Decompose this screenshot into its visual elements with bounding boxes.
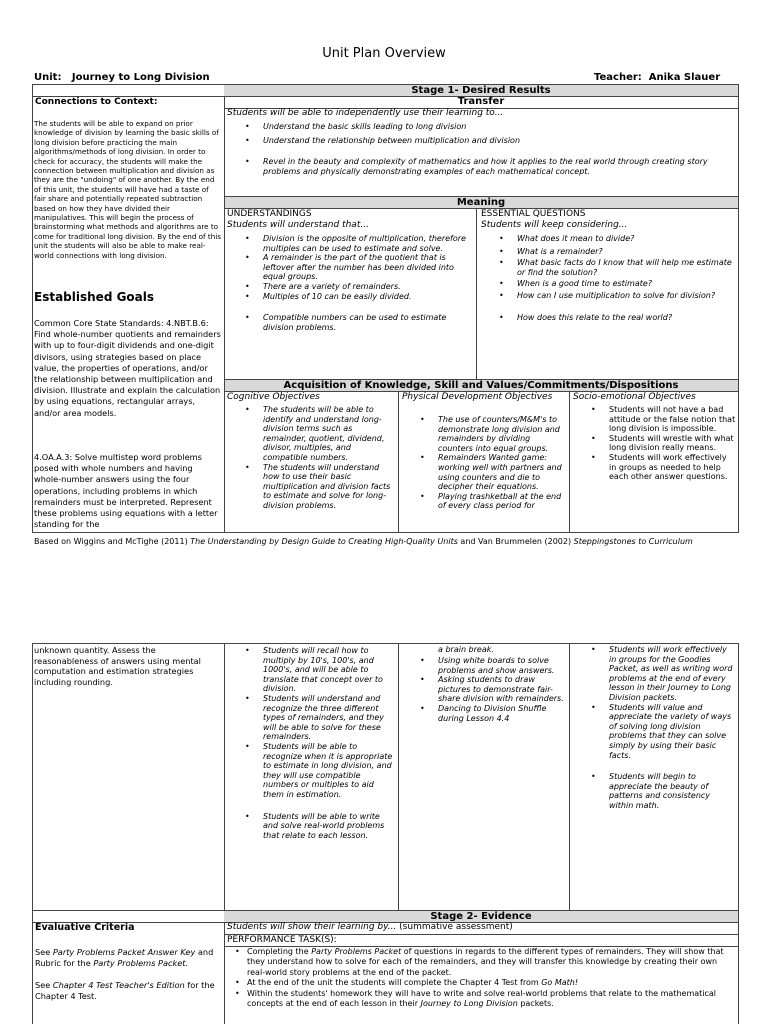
eval-text-2: [35, 980, 221, 1001]
phys-heading: Physical Development Objectives: [402, 392, 553, 402]
evidence-intro-suffix: (summative assessment): [396, 922, 513, 932]
cog-list-cont: [227, 646, 395, 840]
teacher-name: Anika Slauer: [648, 72, 721, 83]
teacher-line: [594, 72, 720, 83]
connections-heading: Connections to Context:: [35, 97, 158, 107]
eval-text: See: [35, 947, 53, 957]
goals-text-1: Common Core State Standards: 4.NBT.B.6: Find whole-number quotients and remainders with up to four-digit dividends and one-digit divisors, using strategies based on place value, the properties of operations, and/or the relationship between multiplication and division. Illustrate and explain the calculation by using equations, rectangular arrays, and/or area models.: [34, 318, 221, 418]
understanding-item: • There are a variety of remainders.: [227, 282, 474, 292]
socio-item: • Students will wrestle with what long division really means.: [573, 434, 736, 453]
eq-heading: ESSENTIAL QUESTIONS: [481, 209, 586, 219]
stage1-heading: Stage 1- Desired Results: [411, 85, 551, 96]
phys-item: • Using white boards to solve problems and show answers.: [402, 656, 567, 675]
cog-item: • Students will understand and recognize the three different types of remainders, and they will be able to solve for these remainders.: [227, 694, 395, 742]
evidence-intro-text: Students will show their learning by...: [227, 922, 397, 932]
understandings-list: [227, 234, 474, 332]
stage2-heading: Stage 2- Evidence: [430, 911, 532, 922]
phys-list-cont: [402, 656, 567, 723]
socio-heading: Socio-emotional Objectives: [573, 392, 696, 402]
eval-text: See: [35, 980, 53, 990]
perf-text: Completing the: [247, 947, 312, 956]
eval-text: Party Problems Packet Answer Key: [52, 947, 196, 957]
understandings-heading: UNDERSTANDINGS: [227, 209, 312, 219]
perf-text: Party Problems Packet: [311, 947, 402, 956]
cog-item: • The students will understand how to use their basic multiplication and division facts to estimate and solve for long-division problems.: [227, 463, 395, 511]
eval-text: and Rubric for the: [35, 947, 214, 968]
cog-item: • Students will be able to write and solve real-world problems that relate to each lesson.: [227, 812, 395, 841]
acq-heading: Acquisition of Knowledge, Skill and Values/Commitments/Dispositions: [283, 380, 679, 391]
phys-item: • Dancing to Division Shuffle during Lesson 4.4: [402, 704, 567, 723]
eq-item: • What basic facts do I know that will help me estimate or find the solution?: [481, 258, 735, 277]
eq-intro: Students will keep considering...: [481, 220, 628, 230]
cog-list: [227, 405, 395, 511]
goals-text-2: 4.OA.A.3: Solve multistep word problems posed with whole numbers and having whole-number answers using the four operations, including problems in which remainders must be interpreted. Represent these problems using equations with a letter standing for the: [34, 452, 218, 530]
unit-name: Journey to Long Division: [71, 72, 210, 83]
eval-text-1: [35, 947, 221, 968]
eq-item: • What is a remainder?: [481, 247, 735, 257]
eval-text: Chapter 4 Test Teacher's Edition: [52, 980, 185, 990]
transfer-item: • Understand the basic skills leading to long division: [227, 122, 732, 132]
eval-heading: Evaluative Criteria: [35, 922, 135, 933]
phys-item-cont: a brain break.: [438, 645, 494, 654]
page-title: Unit Plan Overview: [322, 46, 446, 61]
understandings-intro: Students will understand that...: [227, 220, 369, 230]
cog-item: • Students will be able to recognize when it is appropriate to estimate in long division, and they will use compatible numbers or multiples to aid them in estimation.: [227, 742, 395, 800]
socio-list: [573, 405, 736, 482]
performance-item: [227, 978, 735, 988]
understanding-item: • Compatible numbers can be used to estimate division problems.: [227, 313, 474, 332]
phys-item: • The use of counters/M&M's to demonstrate long division and remainders by dividing counters into equal groups.: [402, 415, 567, 453]
evidence-intro: [227, 922, 513, 933]
perf-text: At the end of the unit the students will complete the Chapter 4 Test from: [247, 978, 542, 988]
goals-heading: Established Goals: [34, 290, 155, 304]
eq-item: • When is a good time to estimate?: [481, 279, 735, 289]
goals-text-cont: unknown quantity. Assess the reasonableness of answers using mental computation and estimation strategies including rounding.: [34, 645, 201, 687]
cog-heading: Cognitive Objectives: [227, 392, 320, 402]
phys-item: • Remainders Wanted game: working well with partners and using counters and die to decipher their equations.: [402, 453, 567, 491]
transfer-intro: Students will be able to independently use their learning to...: [227, 108, 504, 118]
phys-list: [402, 415, 567, 511]
socio-list-cont: [573, 645, 736, 811]
perf-text: Within the students' homework they will have to write and solve real-world problems that relate to the mathematical concepts at the end of each lesson in their: [247, 988, 717, 1009]
understanding-item: • Division is the opposite of multiplication, therefore multiples can be used to estimate and solve.: [227, 234, 474, 253]
socio-item: • Students will work effectively in groups as needed to help each other answer questions.: [573, 453, 736, 482]
unit-label: Unit:: [34, 72, 62, 83]
footer-text: and Van Brummelen (2002): [457, 537, 574, 546]
meaning-heading: Meaning: [456, 197, 506, 208]
footer-book-1: The Understanding by Design Guide to Creating High-Quality Units: [190, 537, 458, 546]
perf-text: of questions in regards to the different types of remainders. They will show that they understand how to solve for each of the remainders, and they will transfer this knowledge by creating their own real-world story problems at the end of the packet.: [247, 947, 724, 977]
performance-heading: PERFORMANCE TASK(S):: [227, 935, 337, 945]
socio-item: • Students will begin to appreciate the beauty of patterns and consistency within math.: [573, 772, 736, 810]
perf-text: packets.: [517, 999, 554, 1009]
socio-item: • Students will not have a bad attitude or the false notion that long division is impossible.: [573, 405, 736, 434]
footer-citation: [34, 537, 734, 547]
transfer-heading: Transfer: [457, 96, 505, 107]
transfer-list: [227, 122, 732, 176]
teacher-label: Teacher:: [594, 72, 642, 83]
eq-item: • What does it mean to divide?: [481, 234, 735, 244]
cog-item: • The students will be able to identify and understand long-division terms such as remainder, quotient, dividend, divisor, multiples, and compatible numbers.: [227, 405, 395, 463]
performance-item: [227, 947, 735, 978]
understanding-item: • Multiples of 10 can be easily divided.: [227, 292, 474, 302]
phys-item: • Playing trashketball at the end of every class period for: [402, 492, 567, 511]
connections-text: The students will be able to expand on prior knowledge of division by learning the basic skills of long division before practicing the main algorithms/methods of long division. In order to check for accuracy, the students will make the connection between multiplication and division as they are the "undoing" of one another. By the end of this unit, the students will have had a taste of fair share and potentially repeated subtraction based on how they have divided their manipulatives. This will begin the process of brainstorming what methods and algorithms are to come for traditional long division. By the end of this unit the students will also be able to make real-world connections with long division.: [34, 119, 221, 260]
eq-item: • How does this relate to the real world?: [481, 313, 735, 323]
perf-text: Go Math!: [541, 978, 579, 988]
eval-text: Party Problems Packet.: [93, 957, 189, 968]
understanding-item: • A remainder is the part of the quotient that is leftover after the number has been divided into equal groups.: [227, 253, 474, 282]
performance-item: [227, 989, 735, 1010]
perf-text: Journey to Long Division: [420, 999, 518, 1009]
eval-text: for the Chapter 4 Test.: [35, 980, 215, 1001]
footer-book-2: Steppingstones to Curriculum: [573, 537, 693, 546]
transfer-item: • Understand the relationship between multiplication and division: [227, 136, 732, 146]
socio-item: • Students will work effectively in groups for the Goodies Packet, as well as writing word problems at the end of every lesson in their Journey to Long Division packets.: [573, 645, 736, 703]
eq-item: • How can I use multiplication to solve for division?: [481, 291, 735, 301]
performance-list: [227, 947, 735, 1009]
eq-list: [481, 234, 735, 322]
socio-item: • Students will value and appreciate the variety of ways of solving long division problems that they can solve simply by using their basic facts.: [573, 703, 736, 761]
transfer-item: • Revel in the beauty and complexity of mathematics and how it applies to the real world through creating story problems and physically demonstrating examples of each mathematical concept.: [227, 157, 732, 176]
footer-text: Based on Wiggins and McTighe (2011): [34, 537, 191, 546]
unit-line: [34, 72, 210, 83]
phys-item: • Asking students to draw pictures to demonstrate fair-share division with remainders.: [402, 675, 567, 704]
cog-item: • Students will recall how to multiply by 10's, 100's, and 1000's, and will be able to translate that concept over to division.: [227, 646, 395, 694]
